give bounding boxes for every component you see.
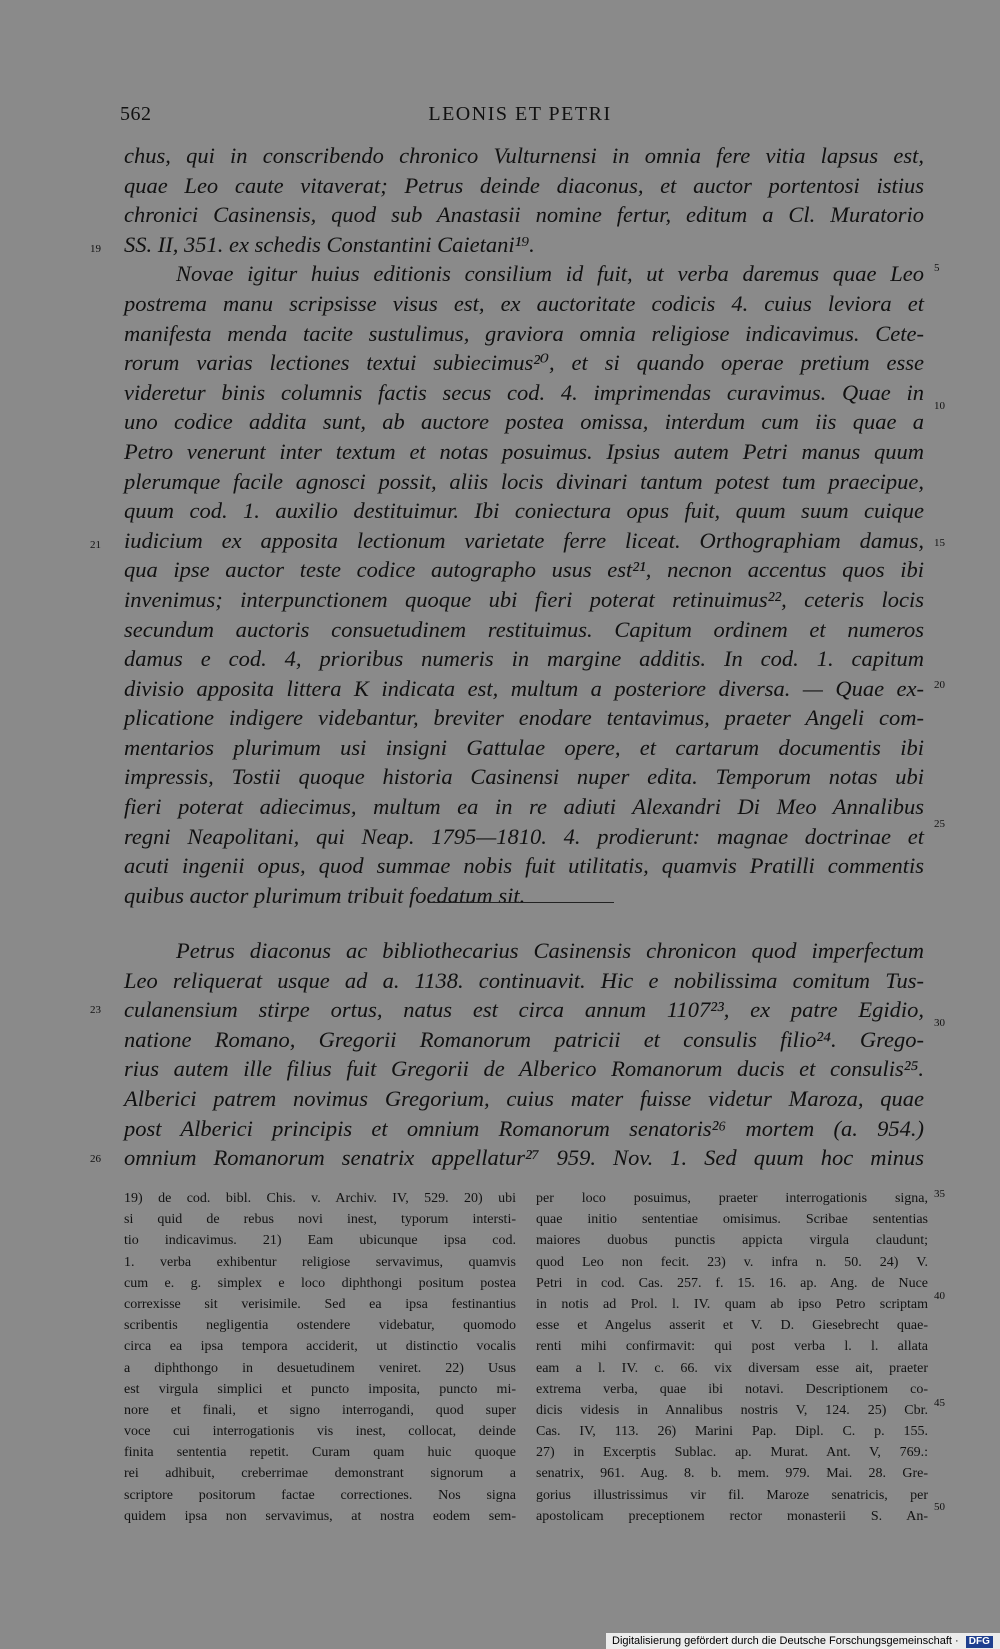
footnote-line: scriptore positorum factae correctiones. Nos signa [124, 1487, 516, 1503]
footnote-line: 19) de cod. bibl. Chis. v. Archiv. IV, 529. 20) ubi [124, 1191, 516, 1206]
main-text-block [124, 141, 924, 910]
footnote-line: rei adhibuit, creberrimae demonstrant signorum a [124, 1466, 516, 1482]
footnote-line: apostolicam preceptionem rector monasterii S. An- [536, 1508, 928, 1524]
page-header [120, 103, 920, 127]
footnote-line: scribentis negligentia ostendere videbatur, quomodo [124, 1318, 516, 1334]
footnote-line: est virgula simplici et puncto imposita, puncto mi- [124, 1381, 516, 1397]
footnote-line: tio indicavimus. 21) Eam ubicunque ipsa cod. [124, 1233, 516, 1249]
running-title: LEONIS ET PETRI [428, 103, 612, 125]
footnote-line: circa ea ipsa tempora acciderit, ut distinctio vocalis [124, 1339, 516, 1355]
text-line: rius autem ille filius fuit Gregorii de Alberico Romanorum ducis et consulis²⁵. [124, 1056, 924, 1082]
text-line: chronici Casinensis, quod sub Anastasii nomine fertur, editum a Cl. Muratorio [124, 202, 924, 228]
text-line: regni Neapolitani, qui Neap. 1795—1810. 4. prodierunt: magnae doctrinae et [124, 823, 924, 849]
margin-line-number: 50 [934, 1501, 945, 1513]
footnote-line: quod Leo non fecit. 23) v. infra n. 50. 24) V. [536, 1254, 928, 1270]
text-line: quibus auctor plurimum tribuit foedatum sit. [124, 882, 526, 908]
margin-line-number: 40 [934, 1290, 945, 1302]
page-number: 562 [120, 103, 152, 125]
footnote-line: per loco posuimus, praeter interrogationis signa, [536, 1191, 928, 1206]
footnote-line: correxisse sit verisimile. Sed ea ipsa festinantius [124, 1296, 516, 1312]
footnote-line: cum e. g. simplex e loco diphthongi positum postea [124, 1275, 516, 1291]
text-line: Alberici patrem novimus Gregorium, cuius mater fuisse videtur Maroza, quae [124, 1085, 924, 1111]
digitization-notice: Digitalisierung gefördert durch die Deutsche Forschungsgemeinschaft · [612, 1635, 959, 1647]
footnote-line: a diphthongo in desuetudinem veniret. 22) Usus [124, 1360, 516, 1376]
text-line: manifesta menda tacite sustulimus, graviora omnia religiose indicavimus. Cete- [124, 320, 924, 346]
footnote-line: Petri in cod. Cas. 257. f. 15. 16. ap. Ang. de Nuce [536, 1275, 928, 1291]
text-line: SS. II, 351. ex schedis Constantini Caietani¹⁹. [124, 231, 535, 257]
footnote-line: extrema verba, quae ibi notavi. Descriptionem co- [536, 1381, 928, 1397]
margin-note-number: 21 [90, 539, 101, 551]
text-line: chus, qui in conscribendo chronico Vulturnensi in omnia fere vitia lapsus est, [124, 143, 924, 168]
footnote-line: 1. verba exhibentur religiose servavimus, quamvis [124, 1254, 516, 1270]
text-line: Novae igitur huius editionis consilium id fuit, ut verba daremus quae Leo [176, 261, 924, 287]
footnote-line: esse et Angelus asserit et V. D. Giesebrecht quae- [536, 1318, 928, 1334]
text-line: Petrus diaconus ac bibliothecarius Casinensis chronicon quod imperfectum [176, 938, 924, 963]
text-line: quum cod. 1. auxilio destituimur. Ibi coniectura opus fuit, quum suum cuique [124, 498, 924, 524]
text-line: divisio apposita littera K indicata est, multum a posteriore diversa. — Quae ex- [124, 675, 924, 701]
text-line: qua ipse auctor teste codice autographo usus est²¹, necnon accentus quos ibi [124, 557, 924, 583]
footnote-line: quae initio sententiae omisimus. Scribae sententias [536, 1212, 928, 1228]
footnote-line: quidem ipsa non servavimus, at nostra eodem sem- [124, 1508, 516, 1524]
text-line: Leo reliquerat usque ad a. 1138. continuavit. Hic e nobilissima comitum Tus- [124, 967, 924, 993]
text-line: omnium Romanorum senatrix appellatur²⁷ 959. Nov. 1. Sed quum hoc minus [124, 1145, 924, 1171]
footnote-line: in notis ad Prol. l. IV. quam ab ipso Petro scriptam [536, 1296, 928, 1312]
footnote-line: dicis videsis in Annalibus nostris V, 124. 25) Cbr. [536, 1402, 928, 1418]
text-line: fieri poterat adiecimus, multum ea in re adiuti Alexandri Di Meo Annalibus [124, 794, 924, 820]
footnote-line: voce cui interrogationis vis inest, collocat, deinde [124, 1424, 516, 1440]
dfg-logo: DFG [966, 1636, 993, 1648]
section-separator [428, 902, 614, 903]
text-line: plerumque facile agnosci possit, aliis locis divinari tantum potest tum praecipue, [124, 468, 924, 494]
margin-line-number: 45 [934, 1397, 945, 1409]
footnotes-right-column [536, 1188, 928, 1527]
footnote-line: si quid de rebus novi inest, typorum intersti- [124, 1212, 516, 1228]
text-line: mentarios plurimum usi insigni Gattulae opere, et cartarum documentis ibi [124, 734, 924, 760]
text-line: videretur binis columnis factis secus cod. 4. imprimendas curavimus. Quae in [124, 379, 924, 405]
margin-line-number: 10 [934, 400, 945, 412]
margin-line-number: 5 [934, 262, 940, 274]
margin-note-number: 19 [90, 243, 101, 255]
text-line: iudicium ex apposita lectionum varietate ferre liceat. Orthographiam damus, [124, 527, 924, 553]
text-line: post Alberici principis et omnium Romanorum senatoris²⁶ mortem (a. 954.) [124, 1115, 924, 1141]
text-line: plicatione indigere videbantur, breviter enodare tentavimus, praeter Angeli com- [124, 705, 924, 731]
footnote-line: nore et finali, et signo interrogandi, quod super [124, 1402, 516, 1418]
text-line: culanensium stirpe ortus, natus est circa annum 1107²³, ex patre Egidio, [124, 997, 924, 1023]
text-line: invenimus; interpunctionem quoque ubi fieri poterat retinuimus²², ceteris locis [124, 586, 924, 612]
text-line: uno codice addita sunt, ab auctore postea omissa, interdum cum iis quae a [124, 409, 924, 435]
text-line: postrema manu scripsisse visus est, ex auctoritate codicis 4. cuius leviora et [124, 290, 924, 316]
footnote-line: 27) in Excerptis Sublac. ap. Murat. Ant. V, 769.: [536, 1445, 928, 1461]
footnote-line: gorius illustrissimus vir fil. Maroze senatricis, per [536, 1487, 928, 1503]
footnote-line: senatrix, 961. Aug. 8. b. mem. 979. Mai. 28. Gre- [536, 1466, 928, 1482]
margin-line-number: 15 [934, 537, 945, 549]
text-line: natione Romano, Gregorii Romanorum patricii et consulis filio²⁴. Grego- [124, 1026, 924, 1052]
footnote-line: renti mihi confirmavit: qui post verba l. l. allata [536, 1339, 928, 1355]
margin-note-number: 26 [90, 1153, 101, 1165]
footnote-line: Cas. IV, 113. 26) Marini Pap. Dipl. C. p. 155. [536, 1424, 928, 1440]
text-line: damus e cod. 4, prioribus numeris in margine additis. In cod. 1. capitum [124, 646, 924, 672]
margin-line-number: 35 [934, 1188, 945, 1200]
second-text-block [124, 936, 924, 1173]
footnote-line: finita sententia repetit. Curam quam huic quoque [124, 1445, 516, 1461]
margin-line-number: 25 [934, 818, 945, 830]
text-line: secundum auctoris consuetudinem restituimus. Capitum ordinem et numeros [124, 616, 924, 642]
text-line: rorum varias lectiones textui subiecimus²⁰, et si quando operae pretium esse [124, 350, 924, 376]
text-line: Petro venerunt inter textum et notas posuimus. Ipsius autem Petri manus quum [124, 438, 924, 464]
text-line: quae Leo caute vitaverat; Petrus deinde diaconus, et auctor portentosi istius [124, 172, 924, 198]
footnotes-left-column [124, 1188, 516, 1527]
margin-line-number: 30 [934, 1017, 945, 1029]
margin-line-number: 20 [934, 679, 945, 691]
footnote-line: maiores duobus punctis appicta virgula claudunt; [536, 1233, 928, 1249]
text-line: acuti ingenii opus, quod summae nobis fuit utilitatis, quamvis Pratilli commentis [124, 853, 924, 879]
digitization-footer [606, 1633, 1000, 1649]
margin-note-number: 23 [90, 1004, 101, 1016]
text-line: impressis, Tostii quoque historia Casinensi nuper edita. Temporum notas ubi [124, 764, 924, 790]
footnote-line: eam a l. IV. c. 66. vix diversam esse ait, praeter [536, 1360, 928, 1376]
